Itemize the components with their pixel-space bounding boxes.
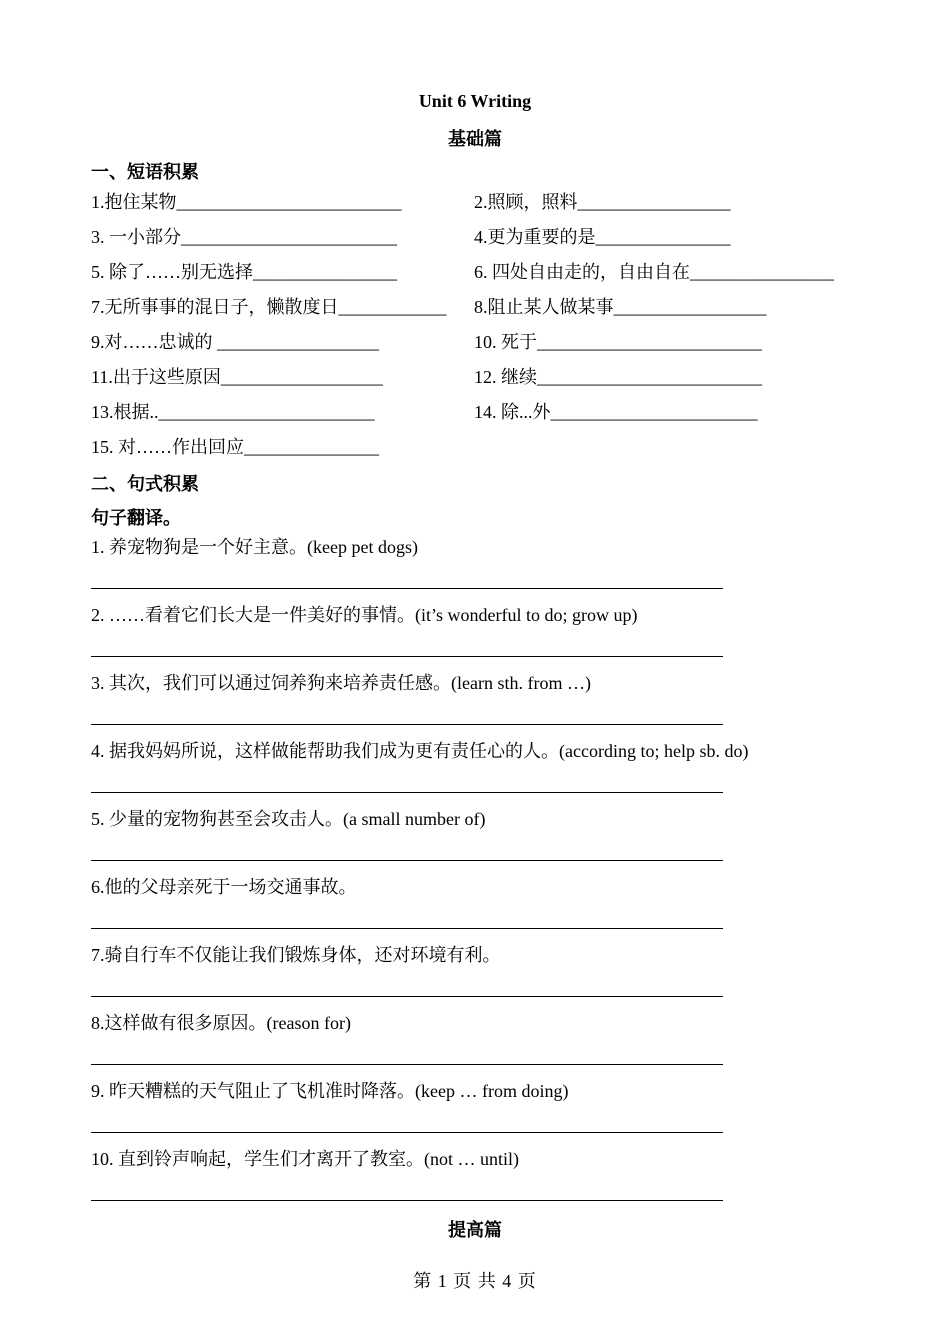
phrase-item-14: 14. 除...外_______________________: [474, 402, 758, 422]
phrase-item-1: 1.抱住某物_________________________: [91, 192, 402, 212]
answer-line-7[interactable]: [91, 996, 723, 997]
translation-question-6: 6.他的父母亲死于一场交通事故。: [91, 877, 357, 897]
phrase-section-heading: 一、短语积累: [91, 162, 199, 182]
answer-line-3[interactable]: [91, 724, 723, 725]
phrase-item-2: 2.照顾，照料_________________: [474, 192, 731, 212]
phrase-item-12: 12. 继续_________________________: [474, 367, 762, 387]
translation-question-9: 9. 昨天糟糕的天气阻止了飞机准时降落。(keep … from doing): [91, 1081, 569, 1101]
phrase-item-11: 11.出于这些原因__________________: [91, 367, 383, 387]
answer-line-6[interactable]: [91, 928, 723, 929]
phrase-item-6: 6. 四处自由走的，自由自在________________: [474, 262, 834, 282]
basic-section-heading: 基础篇: [448, 129, 502, 149]
answer-line-5[interactable]: [91, 860, 723, 861]
phrase-item-15: 15. 对……作出回应_______________: [91, 437, 379, 457]
answer-line-10[interactable]: [91, 1200, 723, 1201]
answer-line-4[interactable]: [91, 792, 723, 793]
translation-question-2: 2. ……看着它们长大是一件美好的事情。(it’s wonderful to do; grow up): [91, 605, 638, 625]
phrase-item-13: 13.根据..________________________: [91, 402, 375, 422]
translation-question-3: 3. 其次，我们可以通过饲养狗来培养责任感。(learn sth. from …): [91, 673, 591, 693]
answer-line-9[interactable]: [91, 1132, 723, 1133]
translation-question-8: 8.这样做有很多原因。(reason for): [91, 1013, 351, 1033]
translation-question-10: 10. 直到铃声响起，学生们才离开了教室。(not … until): [91, 1149, 519, 1169]
answer-line-2[interactable]: [91, 656, 723, 657]
answer-line-1[interactable]: [91, 588, 723, 589]
phrase-item-5: 5. 除了……别无选择________________: [91, 262, 397, 282]
advanced-section-heading: 提高篇: [448, 1220, 502, 1240]
worksheet-title: Unit 6 Writing: [418, 91, 532, 111]
phrase-item-7: 7.无所事事的混日子，懒散度日____________: [91, 297, 447, 317]
translation-subheading: 句子翻译。: [91, 508, 181, 528]
phrase-item-9: 9.对……忠诚的 __________________: [91, 332, 379, 352]
page-footer: 第 1 页 共 4 页: [413, 1271, 537, 1291]
sentence-section-heading: 二、句式积累: [91, 474, 199, 494]
phrase-item-3: 3. 一小部分________________________: [91, 227, 397, 247]
translation-question-4: 4. 据我妈妈所说，这样做能帮助我们成为更有责任心的人。(according to; help sb. do): [91, 741, 749, 761]
translation-question-5: 5. 少量的宠物狗甚至会攻击人。(a small number of): [91, 809, 486, 829]
phrase-item-10: 10. 死于_________________________: [474, 332, 762, 352]
translation-question-1: 1. 养宠物狗是一个好主意。(keep pet dogs): [91, 537, 418, 557]
answer-line-8[interactable]: [91, 1064, 723, 1065]
translation-question-7: 7.骑自行车不仅能让我们锻炼身体，还对环境有利。: [91, 945, 501, 965]
phrase-item-4: 4.更为重要的是_______________: [474, 227, 731, 247]
phrase-item-8: 8.阻止某人做某事_________________: [474, 297, 767, 317]
